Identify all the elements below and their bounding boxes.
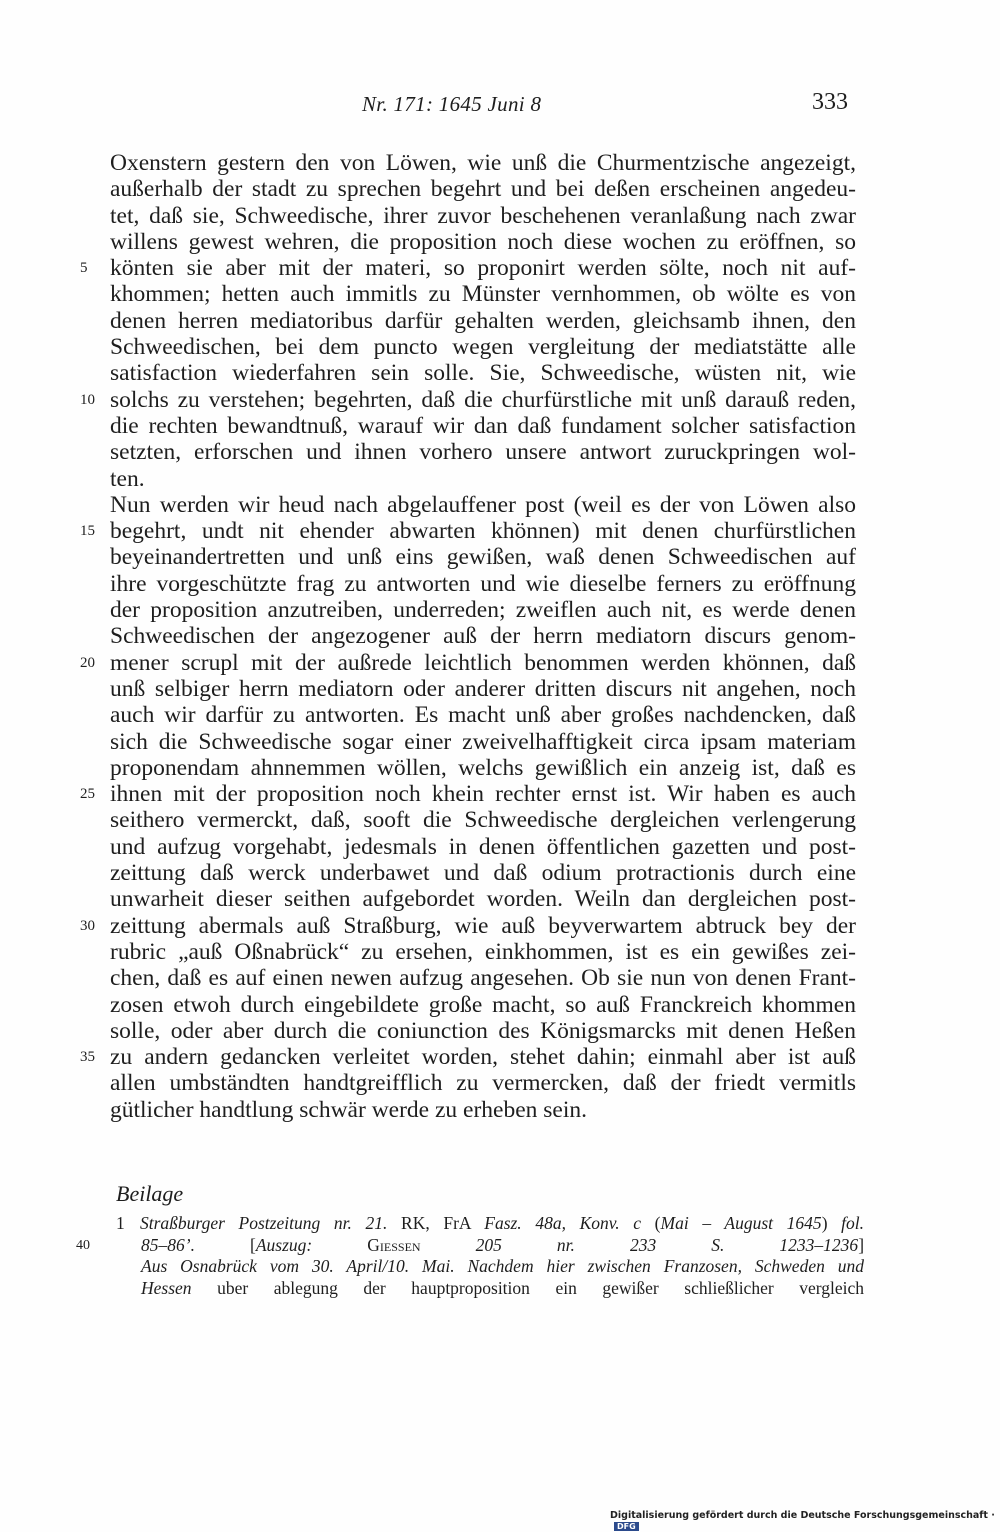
dfg-footer — [610, 1510, 1000, 1532]
text-line — [110, 939, 856, 965]
line-text: tet, daß sie, Schweedische, ihrer zuvor beschehenen veranlaßung nach zwar — [110, 202, 856, 229]
line-text: willens gewest wehren, die proposition noch diese wochen zu eröffnen, so — [110, 228, 856, 255]
text-line — [110, 308, 856, 334]
running-head: Nr. 171: 1645 Juni 8 — [362, 92, 542, 116]
line-text: unwarheit dieser seithen aufgebordet worden. Weiln dan dergleichen post- — [110, 886, 856, 913]
note-line-4 — [116, 1278, 864, 1300]
text-line — [80, 386, 856, 413]
line-text: ihre vorgeschützte frag zu antworten und wie dieselbe ferners zu eröffnung — [110, 570, 856, 597]
text-line — [110, 1018, 856, 1044]
line-text: unß selbiger herrn mediatorn oder anderer dritten discurs nit angehen, noch — [110, 675, 856, 702]
line-text: zu andern gedancken verleitet worden, stehet dahin; einmahl aber ist auß — [110, 1044, 856, 1071]
text-line — [110, 203, 856, 229]
line-number: 5 — [80, 260, 88, 277]
giessen-detail: 205 nr. 233 S. 1233–1236 — [420, 1234, 859, 1255]
line-text: chen, daß es auf einen newen aufzug angesehen. Ob sie nun von denen Frant- — [110, 965, 856, 992]
text-line — [110, 623, 856, 649]
text-line — [110, 755, 856, 781]
footer-text: Digitalisierung gefördert durch die Deutsche Forschungsgemeinschaft · — [610, 1510, 995, 1521]
line-text: ihnen mit der proposition noch khein rechter ernst ist. Wir haben es auch — [110, 781, 856, 808]
text-line — [110, 492, 856, 518]
text-line — [110, 729, 856, 755]
text-line — [80, 518, 856, 545]
text-line — [110, 1070, 856, 1096]
text-line — [110, 834, 856, 860]
text-line — [80, 255, 856, 282]
text-line — [110, 702, 856, 728]
line-text: zeittung abermals auß Straßburg, wie auß beyverwartem abtruck bey der — [110, 912, 856, 939]
line-text: und aufzug vorgehabt, jedesmals in denen öffentlichen gazetten und post- — [110, 833, 856, 860]
line-text: solle, oder aber durch die coniunction des Königsmarcks mit denen Heßen — [110, 1017, 856, 1044]
dfg-logo-icon: DFG — [614, 1522, 639, 1531]
line-text: Schweedischen, bei dem puncto wegen vergleitung der mediatstätte alle — [110, 334, 856, 361]
line-text: der proposition anzutreiben, underreden; zweiflen auch nit, es werde denen — [110, 597, 856, 624]
text-line — [110, 176, 856, 202]
text-line — [80, 649, 856, 676]
text-line — [110, 544, 856, 570]
line-text: begehrt, undt nit ehender abwarten khönnen) mit denen churfürstlichen — [110, 518, 856, 545]
line-text: khommen; hetten auch immitls zu Münster vernhommen, ob wölte es von — [110, 281, 856, 308]
text-line — [110, 807, 856, 833]
giessen-ref: Giessen — [312, 1234, 421, 1255]
line-number: 30 — [80, 917, 95, 934]
line-text: sich die Schweedische sogar einer zweivelhafftigkeit circa ipsam materiam — [110, 728, 856, 755]
line-text: Oxenstern gestern den von Löwen, wie unß die Churmentzische angezeigt, — [110, 150, 856, 176]
date-range: Mai – August 1645 — [660, 1213, 822, 1233]
line-text: gütlicher handtlung schwär werde zu erheben sein. — [110, 1096, 587, 1123]
note-line-2 — [76, 1234, 865, 1257]
text-line — [110, 150, 856, 176]
line-text: seithero vermerckt, daß, sooft die Schweedische dergleichen verlengerung — [110, 807, 856, 834]
line-number: 25 — [80, 786, 95, 803]
bracket-open: [ — [194, 1234, 256, 1255]
text-line — [110, 229, 856, 255]
text-line — [110, 676, 856, 702]
text-line — [110, 1097, 856, 1123]
line-number: 15 — [80, 523, 95, 540]
line-number-40: 40 — [76, 1237, 90, 1253]
fol-label: fol. — [841, 1213, 865, 1233]
line-number: 10 — [80, 391, 95, 408]
line-text: allen umbständten handtgreifflich zu vermercken, daß der friedt vermitls — [110, 1070, 856, 1097]
line-text: ten. — [110, 465, 145, 492]
line-text: könten sie aber mit der materi, so proponirt werden sölte, noch nit auf- — [110, 255, 856, 282]
source-title: Straßburger Postzeitung nr. 21. — [140, 1213, 388, 1233]
archive-ref: RK, FrA — [387, 1213, 485, 1233]
text-line — [110, 439, 856, 465]
text-line — [110, 860, 856, 886]
text-line — [110, 466, 856, 492]
line-text: auch wir darfür zu antworten. Es macht unß aber großes nachdencken, daß — [110, 702, 856, 729]
text-line — [80, 1044, 856, 1071]
line-text: Schweedischen der angezogener auß der herrn mediatorn discurs genom- — [110, 623, 856, 650]
paren-close: ) — [821, 1213, 842, 1233]
line-text: zeittung daß werck underbawet und daß odium protractionis durch eine — [110, 860, 856, 887]
body-text — [80, 150, 856, 1123]
line-text: außerhalb der stadt zu sprechen begehrt und bei deßen erscheinen angedeu- — [110, 176, 856, 203]
note-marker: 1 — [116, 1213, 125, 1233]
text-line — [110, 571, 856, 597]
line-text: solchs zu verstehen; begehrten, daß die churfürstliche mit unß darauß reden, — [110, 386, 856, 413]
text-line — [110, 992, 856, 1018]
line-text: zosen etwoh durch eingebildete große macht, so auß Franckreich khommen — [110, 991, 856, 1018]
beilage-heading: Beilage — [116, 1181, 184, 1206]
text-line — [110, 281, 856, 307]
page-number: 333 — [812, 89, 848, 115]
paren-open: ( — [641, 1213, 661, 1233]
line-number: 35 — [80, 1049, 95, 1066]
fasz-ref: Fasz. 48a, Konv. c — [484, 1213, 642, 1233]
text-line — [110, 360, 856, 386]
line-text: Nun werden wir heud nach abgelauffener post (weil es der von Löwen also — [110, 491, 856, 518]
beilage-notes — [76, 1213, 865, 1299]
line-text: beyeinandertretten und unß eins gewißen, waß denen Schweedischen auf — [110, 544, 856, 571]
text-line — [110, 886, 856, 912]
note-line-3: Aus Osnabrück vom 30. April/10. Mai. Nachdem hier zwischen Franzosen, Schweden und — [141, 1256, 864, 1276]
note-line-4-text: uber ablegung der hauptproposition ein gewißer schließlicher vergleich — [191, 1277, 864, 1298]
bracket-close: ] — [858, 1234, 865, 1255]
line-text: denen herren mediatoribus darfür gehalten werden, gleichsamb ihnen, den — [110, 307, 856, 334]
line-number: 20 — [80, 654, 95, 671]
auszug-label: Auszug: — [255, 1234, 313, 1255]
line-text: satisfaction wiederfahren sein solle. Sie, Schweedische, wüsten nit, wie — [110, 360, 856, 387]
line-text: mener scrupl mit der außrede leichtlich benommen werden khönnen, daß — [110, 649, 856, 676]
text-line — [110, 597, 856, 623]
text-line — [110, 965, 856, 991]
text-line — [110, 334, 856, 360]
line-text: proponendam ahnnemmen wöllen, welchs gewißlich ein anzeig ist, daß es — [110, 754, 856, 781]
folio-range: 85–86’. — [141, 1234, 195, 1255]
line-text: setzten, erforschen und ihnen vorhero unsere antwort zuruckpringen wol- — [110, 439, 856, 466]
text-line — [110, 413, 856, 439]
line-text: die rechten bewandtnuß, warauf wir dan daß fundament solcher satisfaction — [110, 412, 856, 439]
text-line — [80, 781, 856, 808]
text-line — [80, 912, 856, 939]
hessen-word: Hessen — [141, 1277, 192, 1298]
line-text: rubric „auß Oßnabrück“ zu ersehen, einkhommen, ist es ein gewißes zei- — [110, 938, 856, 965]
note-line-1 — [116, 1213, 864, 1235]
